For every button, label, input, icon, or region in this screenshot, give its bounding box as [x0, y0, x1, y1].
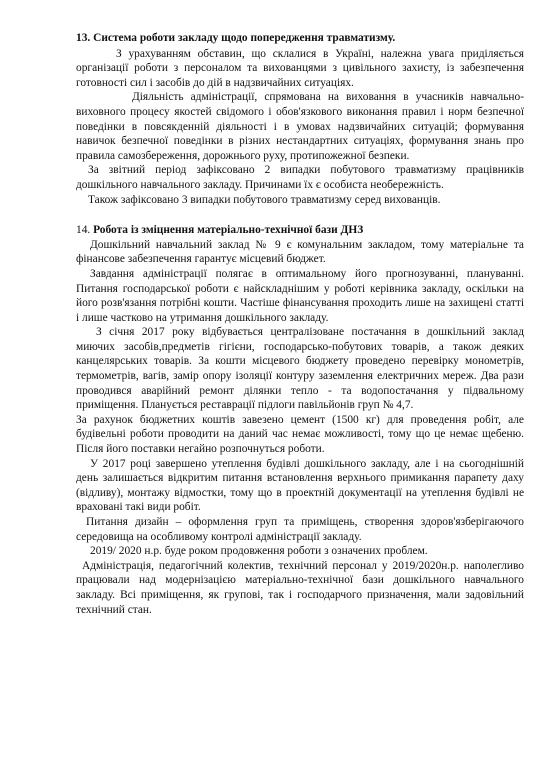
section-14-title: Робота із зміцнення матеріально-технічної бази ДНЗ: [93, 224, 364, 237]
section-13-paragraph-1: З урахуванням обставин, що склалися в Україні, належна увага приділяється організації роботи з персоналом та вихованцями з цивільного захисту, із забезпечення готовності сил і засобів до дій в надзвичайних ситуаціях.: [76, 47, 524, 89]
section-14-paragraph-8: Адміністрація, педагогічний колектив, технічний персонал у 2019/2020н.р. наполегливо працювали над модернізацією матеріально-технічної бази дошкільного навчального закладу. Всі приміщення, як групові, так і господарчого призначення, мали задовільний технічний стан.: [76, 559, 524, 616]
section-14-paragraph-4: За рахунок бюджетних коштів завезено цемент (1500 кг) для проведення робіт, але будівельні роботи проводити на даний час немає можливості, тому що це немає щебеню. Після його поставки негайно розпочнуться роботи.: [76, 413, 524, 456]
section-13-title: Система роботи закладу щодо попередження травматизму.: [93, 32, 396, 44]
section-14-paragraph-1: Дошкільний навчальний заклад № 9 є комунальним закладом, тому матеріальне та фінансове забезпечення гарантує місцевий бюджет.: [76, 238, 524, 266]
section-13-heading: [76, 31, 524, 46]
section-14-paragraph-7: 2019/ 2020 н.р. буде роком продовження роботи з означених проблем.: [90, 545, 428, 558]
section-14-number: 14.: [76, 224, 91, 237]
section-14-paragraph-2: Завдання адміністрації полягає в оптимальному його прогнозуванні, плануванні. Питання господарської роботи є найскладнішим у роботі керівника закладу, оскільки на його розв'язання потрібні кошти. Частіше фінансування проходить лише на захищені статті і лише частково на утримання дошкільного закладу.: [76, 267, 524, 324]
document-page: [76, 31, 524, 617]
section-13-paragraph-2: Діяльність адміністрації, спрямована на виховання в учасників навчально-виховного процесу якостей свідомого і обов'язкового виконання правил і норм безпечної поведінки в повсякденній діяльності і в умовах надзвичайних ситуацій; формування навичок безпечної поведінки в різних нестандартних ситуаціях, формування знань про правила самозбереження, дорожнього руху, протипожежної безпеки.: [76, 91, 524, 162]
section-13-paragraph-3: За звітний період зафіксовано 2 випадки побутового травматизму працівників дошкільного навчального закладу. Причинами їх є особиста необережність.: [76, 164, 524, 191]
section-14-paragraph-6: Питання дизайн – оформлення груп та приміщень, створення здоров'язберігаючого середовища на особливому контролі адміністрації закладу.: [76, 516, 524, 543]
section-14-paragraph-5: У 2017 році завершено утеплення будівлі дошкільного закладу, але і на сьогоднішній день залишається відкритим питання встановлення верхнього примикання парапету даху (відливу), монтажу відмостки, тому що в проектній документації на утеплення будівлі не враховані такі види робіт.: [76, 457, 524, 514]
section-14-paragraph-3: З січня 2017 року відбувається централізоване постачання в дошкільний заклад миючих засобів,предметів гігієни, господарсько-побутових товарів, а також деяких канцелярських товарів. За кошти місцевого бюджету проведено перевірку монометрів, термометрів, вагів, замір опору ізоляції контуру заземлення електричних мереж. Два рази проводився аварійний ремонт ділянки тепло - та водопостачання у підвальному приміщення. Планується реставрації підлоги павільйонів груп № 4,7.: [76, 326, 524, 412]
section-13-number: 13.: [76, 32, 91, 44]
section-13-paragraph-4: Також зафіксовано 3 випадки побутового травматизму серед вихованців.: [88, 193, 441, 206]
section-14-heading: [76, 223, 524, 238]
